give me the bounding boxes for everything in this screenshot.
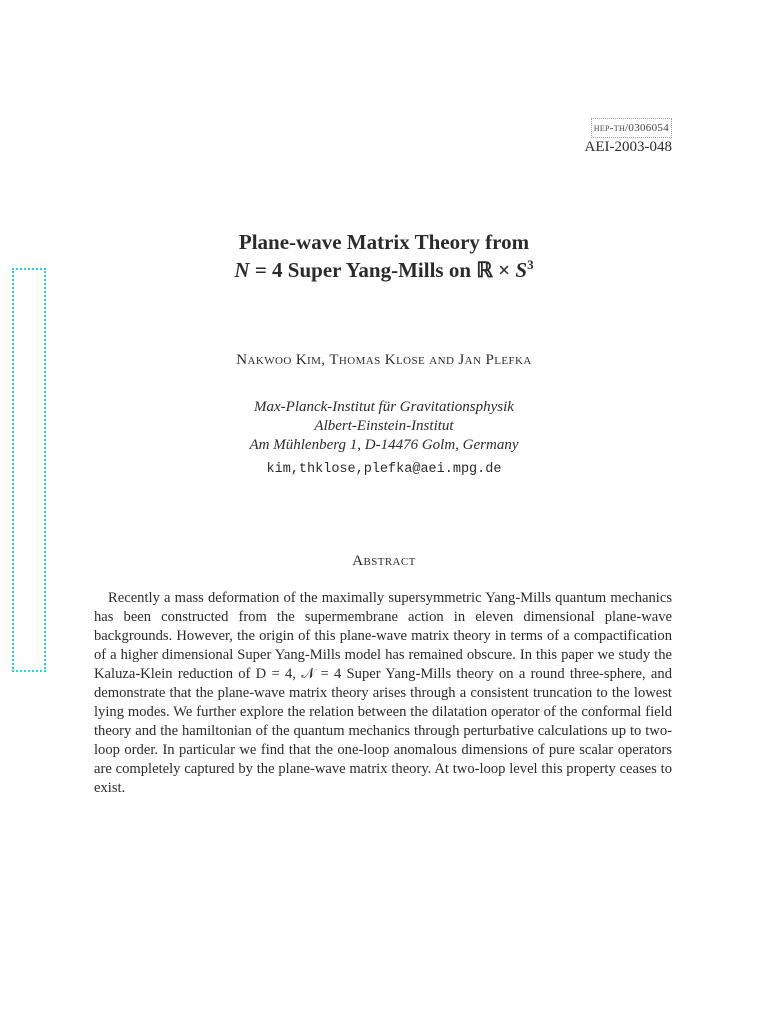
title-calN: N: [234, 258, 250, 282]
email-address[interactable]: kim,thklose,plefka@aei.mpg.de: [266, 462, 502, 477]
title-middle: = 4 Super Yang-Mills on ℝ ×: [249, 258, 516, 282]
authors: Nakwoo Kim, Thomas Klose and Jan Plefka: [236, 352, 532, 368]
paper-title: [96, 228, 672, 284]
title-line-2: [96, 256, 672, 284]
title-line-1: Plane-wave Matrix Theory from: [238, 230, 530, 254]
arxiv-link-box[interactable]: [12, 268, 46, 672]
report-ids: [585, 118, 672, 156]
affiliation: [96, 398, 672, 455]
title-sphere-exponent: 3: [527, 257, 534, 272]
abstract-heading: Abstract: [352, 553, 416, 569]
arxiv-id-link[interactable]: hep-th/0306054: [591, 118, 672, 138]
affiliation-line-1: Max-Planck-Institut für Gravitationsphysik: [254, 399, 514, 415]
abstract-text: Recently a mass deformation of the maximally supersymmetric Yang-Mills quantum mechanics has been constructed from the supermembrane action in eleven dimensional plane-wave backgrounds. However, the origin of this plane-wave matrix theory in terms of a compactification of a higher dimensional Super Yang-Mills model has remained obscure. In this paper we study the Kaluza-Klein reduction of D = 4, 𝒩 = 4 Super Yang-Mills theory on a round three-sphere, and demonstrate that the plane-wave matrix theory arises through a consistent truncation to the lowest lying modes. We further explore the relation between the dilatation operator of the conformal field theory and the hamiltonian of the quantum mechanics through perturbative calculations up to two-loop order. In particular we find that the one-loop anomalous dimensions of pure scalar operators are completely captured by the plane-wave matrix theory. At two-loop level this property ceases to exist.: [94, 590, 672, 796]
affiliation-line-3: Am Mühlenberg 1, D-14476 Golm, Germany: [249, 437, 519, 453]
title-sphere-S: S: [515, 258, 528, 282]
report-number: AEI-2003-048: [584, 139, 672, 155]
affiliation-line-2: Albert-Einstein-Institut: [314, 418, 454, 434]
